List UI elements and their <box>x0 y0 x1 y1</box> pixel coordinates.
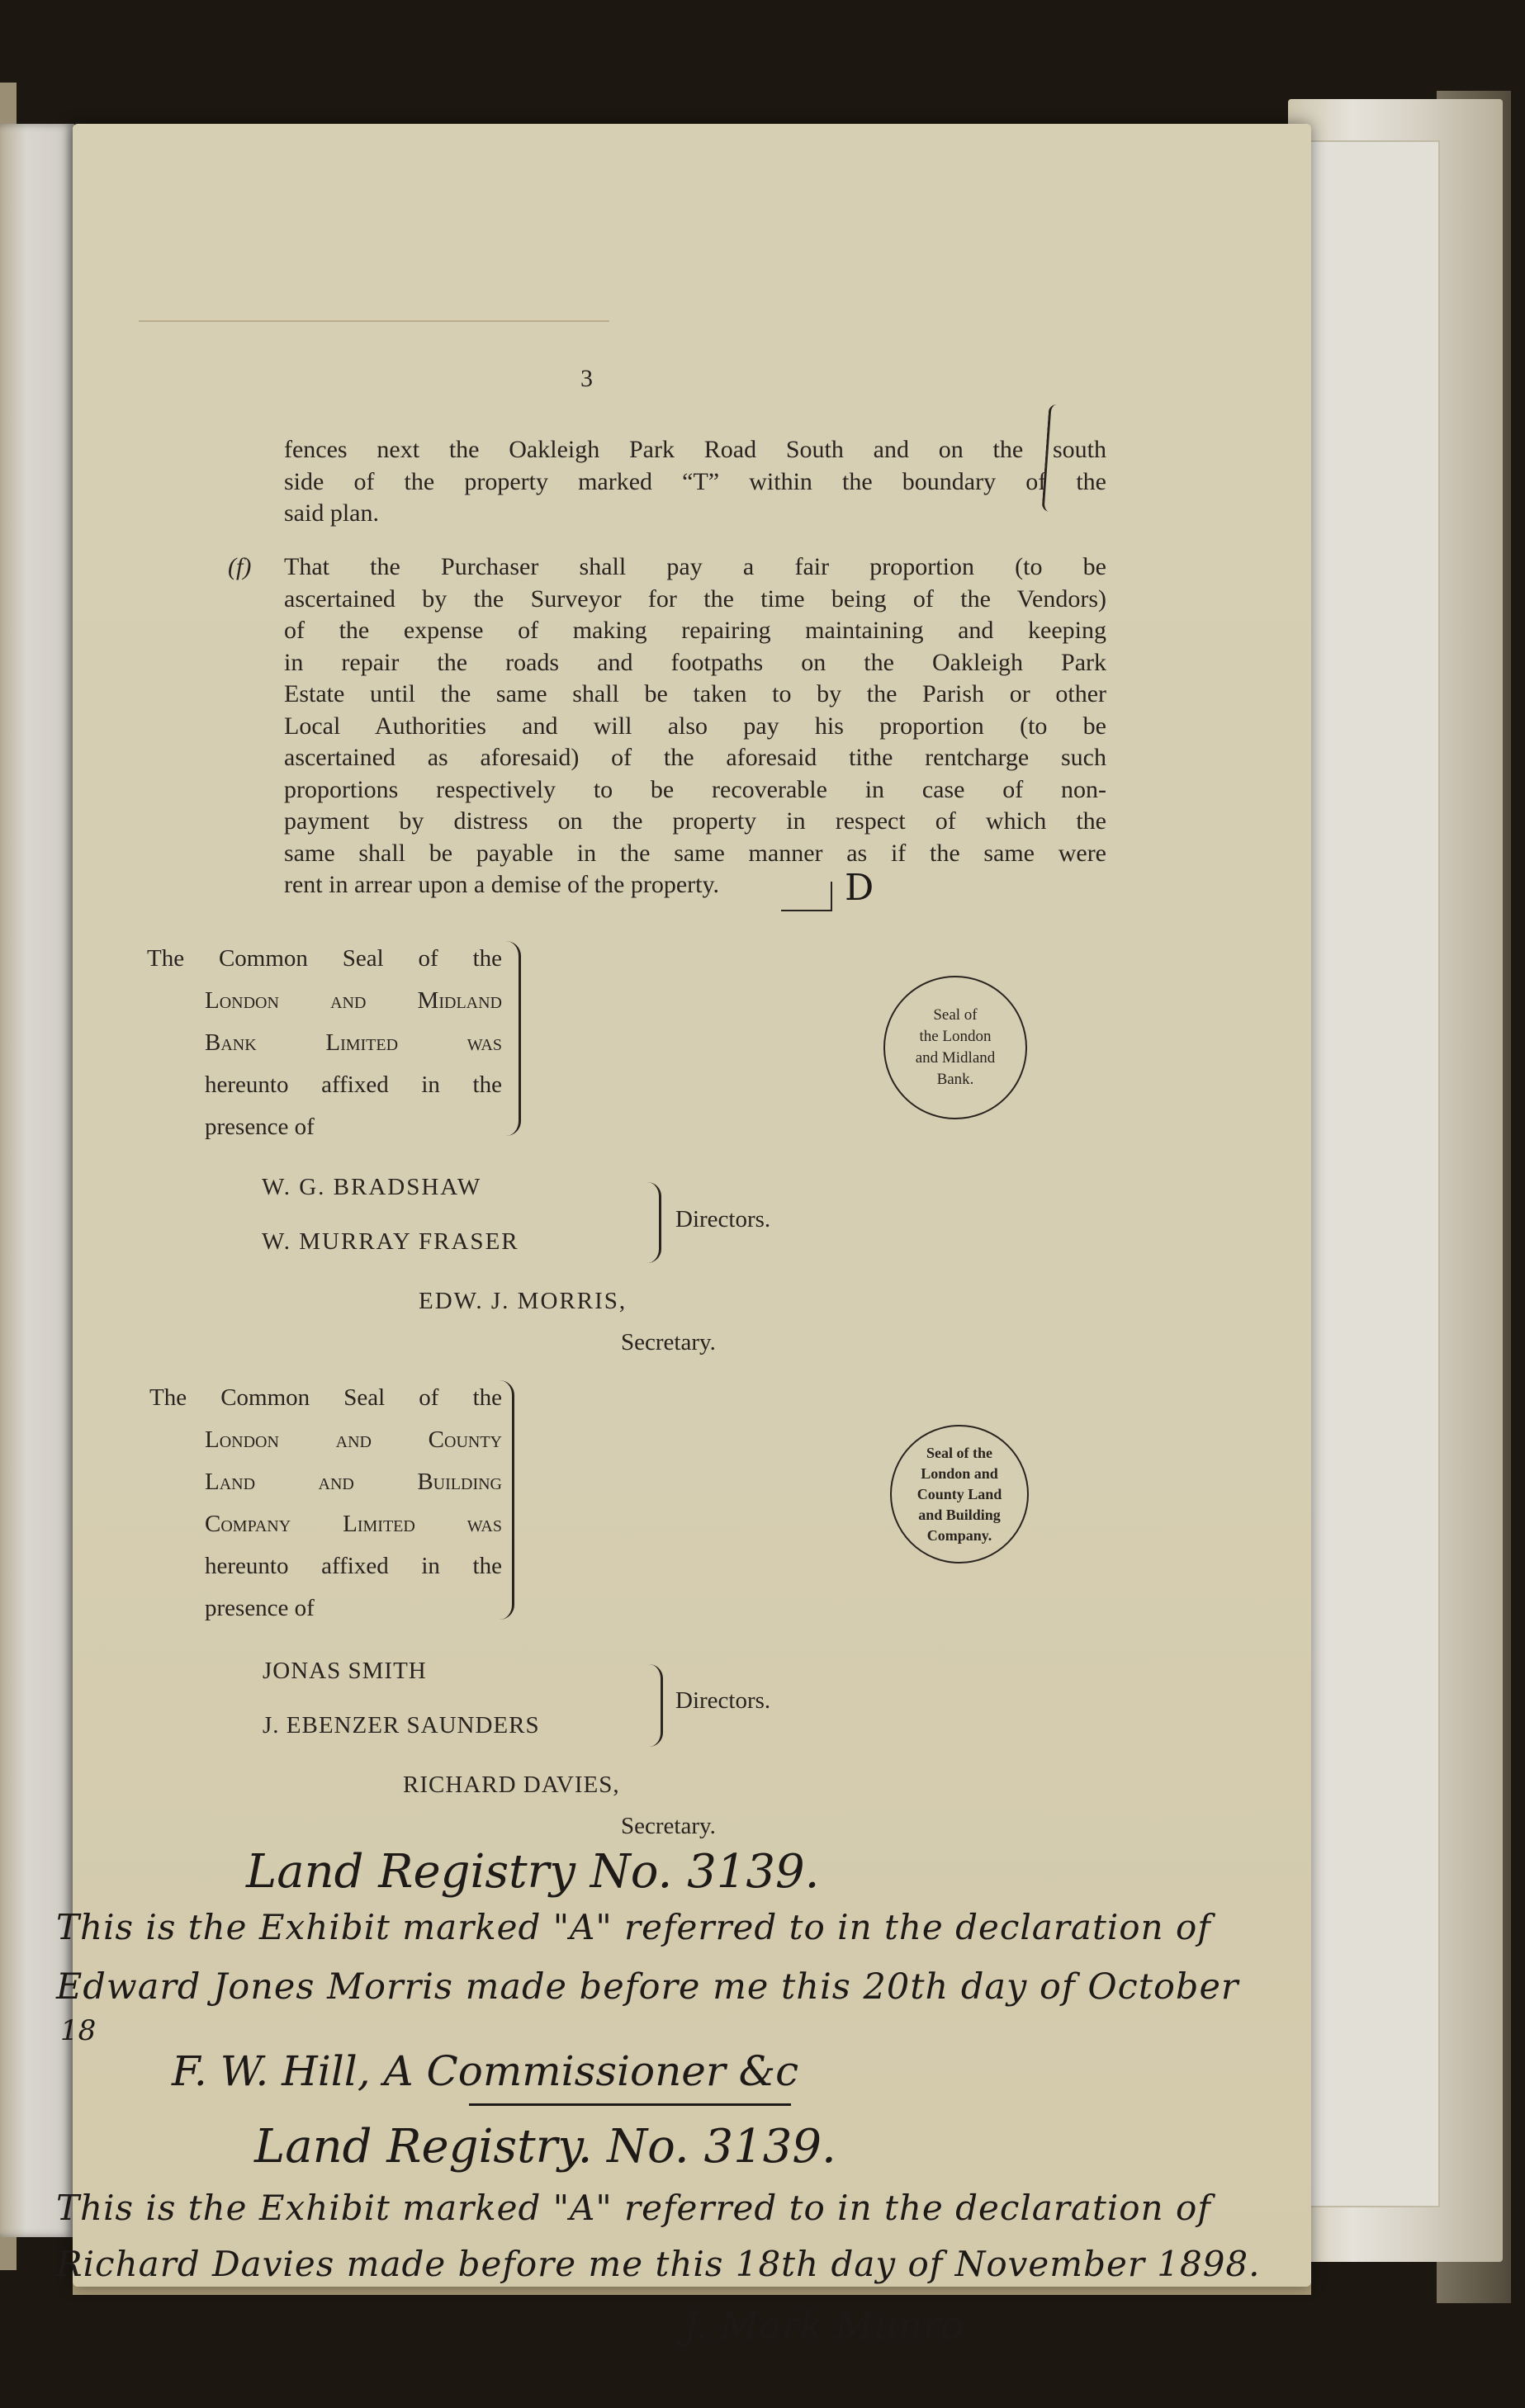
director-name: J. EBENZER SAUNDERS <box>263 1712 540 1739</box>
seal-text: the London <box>919 1028 992 1045</box>
brace <box>647 1182 661 1263</box>
seal-text: and Midland <box>915 1049 996 1067</box>
seal-line: Company Limited was <box>205 1511 502 1537</box>
text-line: That the Purchaser shall pay a fair proportion (to be <box>284 553 1106 580</box>
seal-line: hereunto affixed in the <box>205 1553 502 1579</box>
clause-label: (f) <box>228 553 252 580</box>
clause-intro <box>284 434 1106 530</box>
seal-block-1 <box>147 938 502 1148</box>
text-line: fences next the Oakleigh Park Road South and on the south <box>284 436 1106 463</box>
seal-line: presence of <box>205 1595 315 1621</box>
seal-text: Seal of the <box>926 1444 992 1461</box>
secretary-name: RICHARD DAVIES, <box>403 1772 620 1798</box>
text-line: in repair the roads and footpaths on the Oakleigh Park <box>284 648 1106 676</box>
director-name: W. G. BRADSHAW <box>262 1174 482 1200</box>
brace <box>495 1380 514 1620</box>
director-name: JONAS SMITH <box>263 1658 427 1684</box>
text-line: same shall be payable in the same manner as if the same were <box>284 839 1106 867</box>
secretary-label: Secretary. <box>621 1813 716 1839</box>
secretary-label: Secretary. <box>621 1329 716 1355</box>
text-line: rent in arrear upon a demise of the property. <box>284 871 720 898</box>
text-line: said plan. <box>284 499 379 527</box>
handwritten-line: Land Registry No. 3139. <box>246 1845 820 1899</box>
seal-text: London and <box>921 1464 998 1482</box>
handwritten-line: Land Registry. No. 3139. <box>254 2120 836 2174</box>
text-line: proportions respectively to be recoverable in case of non- <box>284 775 1106 803</box>
document-page <box>56 124 1311 2348</box>
clause-f-body <box>284 551 1106 901</box>
seal-text: Bank. <box>936 1071 974 1088</box>
seal-line: London and Midland <box>205 987 502 1014</box>
handwritten-signature: J. Mark Munro <box>684 2303 964 2348</box>
seal-line: Land and Building <box>205 1469 502 1495</box>
text-line: payment by distress on the property in respect of which the <box>284 807 1106 835</box>
handwritten-signature: F. W. Hill, A Commissioner &c <box>172 2047 799 2095</box>
text-line: ascertained as aforesaid) of the aforesaid tithe rentcharge such <box>284 744 1106 771</box>
handwritten-line: 18 <box>60 2014 97 2047</box>
seal-line: The Common Seal of the <box>149 1384 502 1411</box>
hand-bracket <box>781 882 832 911</box>
text-line: Estate until the same shall be taken to by the Parish or other <box>284 680 1106 707</box>
handwritten-line: This is the Exhibit marked "A" referred to in the declaration of <box>56 2188 1211 2228</box>
seal-text: and Building <box>918 1506 1001 1523</box>
secretary-name: EDW. J. MORRIS, <box>419 1288 628 1314</box>
page-number: 3 <box>580 365 593 392</box>
seal-text: Company. <box>926 1526 992 1544</box>
seal-line: hereunto affixed in the <box>205 1072 502 1098</box>
handwritten-line: Edward Jones Morris made before me this 20th day of October <box>56 1966 1239 2008</box>
brace <box>649 1664 663 1747</box>
brace <box>502 941 521 1136</box>
seal-block-2 <box>149 1377 502 1630</box>
directors-label: Directors. <box>675 1687 771 1714</box>
text-line: side of the property marked “T” within the boundary of the <box>284 467 1106 495</box>
company-seal-1 <box>883 976 1027 1119</box>
handwritten-line: Richard Davies made before me this 18th day of November 1898. <box>56 2244 1261 2284</box>
seal-line: The Common Seal of the <box>147 945 502 972</box>
text-line: ascertained by the Surveyor for the time being of the Vendors) <box>284 584 1106 613</box>
director-name: W. MURRAY FRASER <box>262 1228 519 1255</box>
text-line: of the expense of making repairing maintaining and keeping <box>284 617 1106 644</box>
underlying-sheet <box>1305 140 1440 2207</box>
text-line: Local Authorities and will also pay his proportion (to be <box>284 712 1106 740</box>
directors-label: Directors. <box>675 1206 771 1232</box>
seal-line: presence of <box>205 1114 315 1140</box>
faint-rule <box>139 320 609 322</box>
seal-line: London and County <box>205 1426 502 1453</box>
company-seal-2 <box>890 1425 1029 1564</box>
handwritten-line: This is the Exhibit marked "A" referred to in the declaration of <box>56 1907 1211 1947</box>
seal-text: Seal of <box>933 1006 978 1024</box>
seal-text: County Land <box>916 1485 1002 1502</box>
initial-mark: D <box>845 867 874 909</box>
signature-underline <box>469 2103 791 2106</box>
seal-line: Bank Limited was <box>205 1029 502 1056</box>
